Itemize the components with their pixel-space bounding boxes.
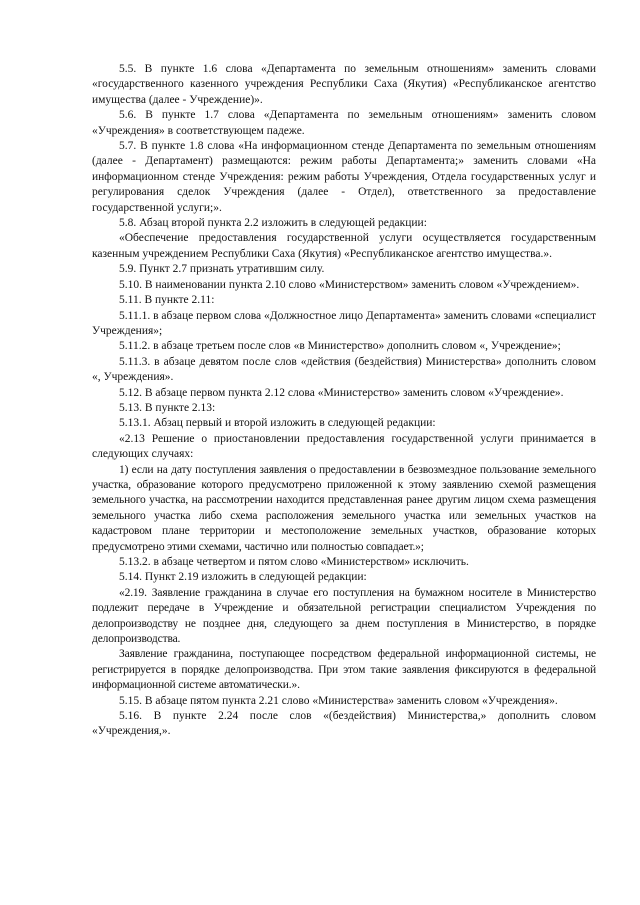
paragraph-5-8: 5.8. Абзац второй пункта 2.2 изложить в следующей редакции:: [119, 217, 427, 230]
paragraph-5-11-3: 5.11.3. в абзаце девятом после слов «действия (бездействия) Министерства» дополнить словом «, Учреждения».: [92, 355, 596, 384]
paragraph-5-13-1: 5.13.1. Абзац первый и второй изложить в следующей редакции:: [119, 417, 436, 430]
paragraph-5-13-2: 5.13.2. в абзаце четвертом и пятом слово «Министерством» исключить.: [119, 556, 469, 568]
paragraph-5-14: 5.14. Пункт 2.19 изложить в следующей редакции:: [119, 571, 367, 584]
paragraph-5-11: 5.11. В пункте 2.11:: [119, 294, 215, 307]
paragraph-5-5: 5.5. В пункте 1.6 слова «Департамента по земельным отношениям» заменить словами «государственного казенного учреждения Республики Саха (Якутия) «Республиканское агентство имущества (далее - Учреждение)».: [92, 63, 596, 106]
paragraph-5-9: 5.9. Пункт 2.7 признать утратившим силу.: [119, 263, 325, 276]
paragraph-5-11-2: 5.11.2. в абзаце третьем после слов «в Министерство» дополнить словом «, Учреждение»;: [119, 340, 561, 353]
paragraph-5-10: 5.10. В наименовании пункта 2.10 слово «Министерством» заменить словом «Учреждением».: [119, 278, 580, 291]
paragraph-5-13: 5.13. В пункте 2.13:: [119, 401, 216, 414]
paragraph-5-15: 5.15. В абзаце пятом пункта 2.21 слово «Министерства» заменить словом «Учреждения».: [119, 694, 558, 707]
document-page: [92, 62, 596, 740]
paragraph-5-6: 5.6. В пункте 1.7 слова «Департамента по земельным отношениям» заменить словом «Учреждения» в соответствующем падеже.: [92, 109, 596, 137]
paragraph-2-13-quote: «2.13 Решение о приостановлении предоставления государственной услуги принимается в следующих случаях:: [92, 432, 596, 461]
paragraph-5-8-quote: «Обеспечение предоставления государственной услуги осуществляется государственным казенным учреждением Республики Саха (Якутия) «Республиканское агентство имущества.».: [92, 232, 596, 260]
paragraph-5-7: 5.7. В пункте 1.8 слова «На информационном стенде Департамента по земельным отношениям (далее - Департамент) размещаются: режим работы Департамента;» заменить словами «На информационном стенде Учреждения: режим работы Учреждения, Отдела государственных услуг и регулирования сделок Учреждения (далее - Отдел), ответственного за предоставление государственной услуги;».: [92, 140, 596, 214]
paragraph-2-19-quote: «2.19. Заявление гражданина в случае его поступления на бумажном носителе в Министерство подлежит передаче в Учреждение и обязательной регистрации специалистом Учреждения по делопроизводству не позднее дня, следующего за днем поступления в Министерство, в порядке делопроизводства.: [92, 586, 596, 646]
paragraph-2-19-quote-2: Заявление гражданина, поступающее посредством федеральной информационной системы, не регистрируется в порядке делопроизводства. При этом такие заявления фиксируются в федеральной информационной системе автоматически.».: [92, 648, 596, 692]
paragraph-5-11-1: 5.11.1. в абзаце первом слова «Должностное лицо Департамента» заменить словами «специалист Учреждения»;: [92, 309, 596, 337]
paragraph-2-13-item-1: 1) если на дату поступления заявления о предоставлении в безвозмездное пользование земельного участка, образование которого предусмотрено приложенной к этому заявлению схемой размещения земельного участка, на рассмотрении находится представленная ранее другим лицом схема размещения земельного участка либо схема расположения земельного участка или земельных участков на кадастровом плане территории и местоположение земельных участков, образование которых предусмотрено этими схемами, частично или полностью совпадает.»;: [92, 463, 596, 553]
paragraph-5-12: 5.12. В абзаце первом пункта 2.12 слова «Министерство» заменить словом «Учреждение».: [119, 386, 564, 399]
paragraph-5-16: 5.16. В пункте 2.24 после слов «(бездействия) Министерства,» дополнить словом «Учреждения,».: [92, 710, 596, 738]
